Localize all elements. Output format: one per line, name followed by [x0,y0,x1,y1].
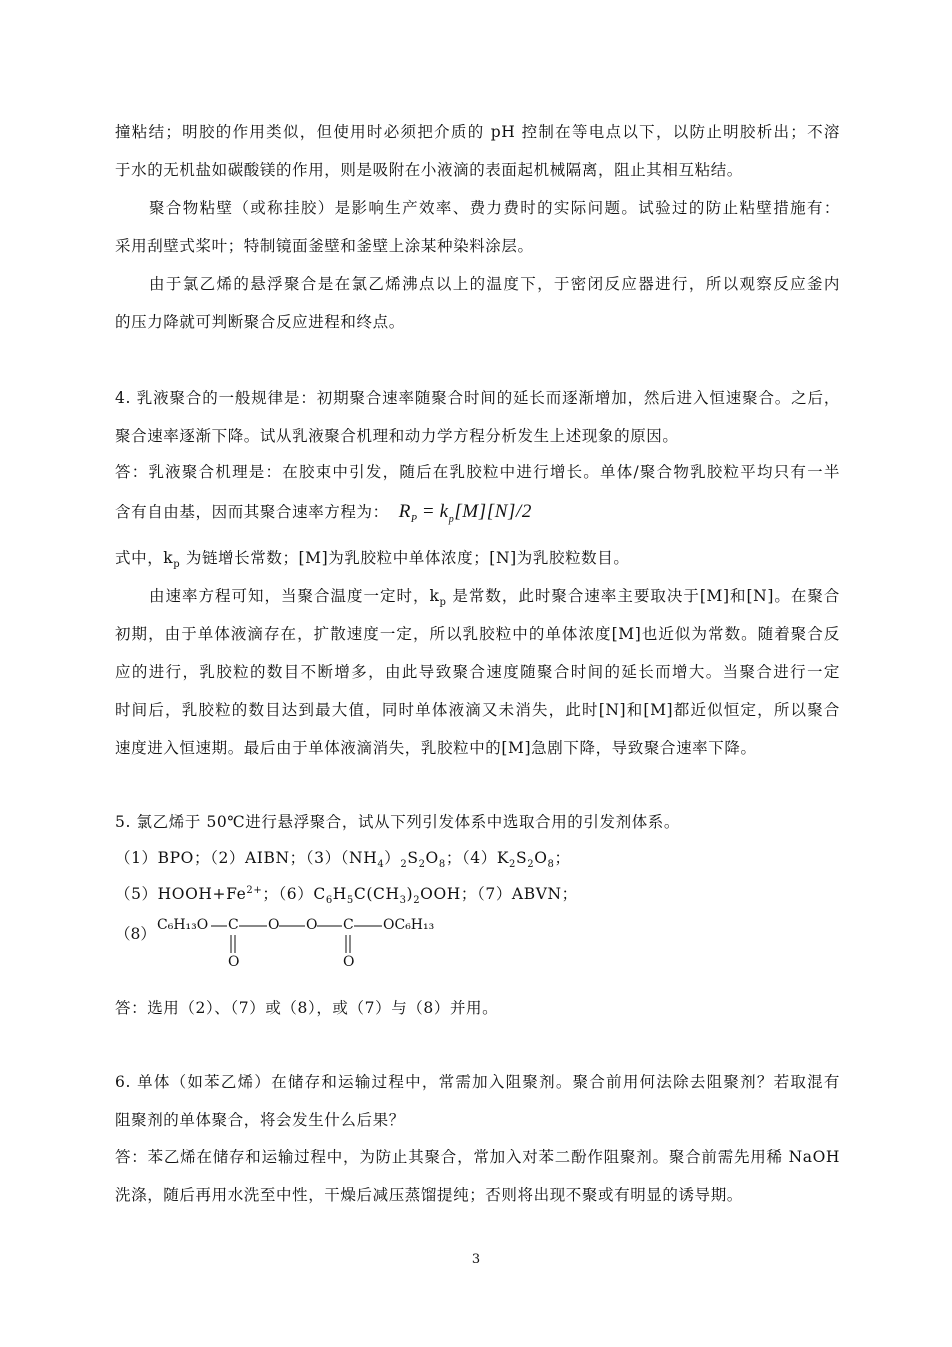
paragraph-line: 于水的无机盐如碳酸镁的作用，则是吸附在小液滴的表面起机械隔离，阻止其相互粘结。 [115,161,743,179]
peroxydicarbonate-structure [115,913,455,973]
paragraph-line: 的压力降就可判断聚合反应进程和终点。 [115,313,405,331]
paragraph-line: 聚合物粘壁（或称挂胶）是影响生产效率、费力费时的实际问题。试验过的防止粘壁措施有： [149,199,840,217]
answer-4-body-line: 初期，由于单体液滴存在，扩散速度一定，所以乳胶粒中的单体浓度[M]也近似为常数。随着聚合反 [115,625,840,643]
answer-6-line: 洗涤，随后再用水洗至中性，干燥后减压蒸馏提纯；否则将出现不聚或有明显的诱导期。 [115,1186,743,1204]
answer-6-line: 答：苯乙烯在储存和运输过程中，为防止其聚合，常加入对苯二酚作阻聚剂。聚合前需先用稀 NaOH [115,1148,840,1166]
chem-bonds [115,913,455,973]
paragraph-line: 撞粘结；明胶的作用类似，但使用时必须把介质的 pH 控制在等电点以下，以防止明胶析出；不溶 [115,123,840,141]
question-6-line: 6. 单体（如苯乙烯）在储存和运输过程中，常需加入阻聚剂。聚合前用何法除去阻聚剂？若取混有 [115,1073,840,1091]
question-4-line: 聚合速率逐渐下降。试从乳液聚合机理和动力学方程分析发生上述现象的原因。 [115,427,679,445]
question-5: 5. 氯乙烯于 50℃进行悬浮聚合，试从下列引发体系中选取合用的引发剂体系。 [115,813,681,831]
paragraph-line: 由于氯乙烯的悬浮聚合是在氯乙烯沸点以上的温度下，于密闭反应器进行，所以观察反应釜内 [149,275,840,293]
chem-carbonyl-c-1: C [228,917,239,933]
answer-5: 答：选用（2）、（7）或（8），或（7）与（8）并用。 [115,999,499,1017]
rate-equation: $R_P = k_p[M][N]/2$ [398,501,532,525]
chem-ether-o-2: O [306,917,318,933]
paragraph-line: 采用刮壁式桨叶；特制镜面釜壁和釜壁上涂某种染料涂层。 [115,237,534,255]
chem-ether-o-1: O [268,917,280,933]
option-line-2: $(5)HOOH+Fe^{2+}$；$(6)C_6H_5C(CH_3)_2OOH$；（7）ABVN； [115,884,578,907]
answer-4-body-line: 速度进入恒速期。最后由于单体液滴消失，乳胶粒中的[M]急剧下降，导致聚合速率下降。 [115,739,757,757]
page-number: 3 [471,1252,481,1267]
chem-left-group: C₆H₁₃O [157,917,209,933]
answer-4-body-line: 应的进行，乳胶粒的数目不断增多，由此导致聚合速度随聚合时间的延长而增大。当聚合进行一定 [115,663,840,681]
chem-right-group: OC₆H₁₃ [383,917,435,933]
option-line-1: （1）BPO；（2）AIBN；$(3)(NH_4)_2S_2O_8$；$(4)K_2S_2O_8$； [115,849,571,871]
question-4-line: 4. 乳液聚合的一般规律是：初期聚合速率随聚合时间的延长而逐渐增加，然后进入恒速聚合。之后， [115,389,840,407]
answer-4-definition: 式中，$k_p$ 为链增长常数；[M]为乳胶粒中单体浓度；[N]为乳胶粒数目。 [115,549,630,571]
answer-4-formula-line [115,501,840,525]
option-8-number: （8） [115,925,156,943]
chem-carbonyl-o-2: O [343,954,355,970]
answer-4-text: 含有自由基，因而其聚合速率方程为： [115,503,389,521]
question-6-line: 阻聚剂的单体聚合，将会发生什么后果？ [115,1111,405,1129]
chem-carbonyl-c-2: C [343,917,354,933]
answer-4-line: 答：乳液聚合机理是：在胶束中引发，随后在乳胶粒中进行增长。单体/聚合物乳胶粒平均只有一半 [115,463,840,481]
chem-carbonyl-o-1: O [228,954,240,970]
answer-4-body-line: 由速率方程可知，当聚合温度一定时，$k_p$ 是常数，此时聚合速率主要取决于[M]和[N]。在聚合 [149,587,840,609]
answer-4-body-line: 时间后，乳胶粒的数目达到最大值，同时单体液滴又未消失，此时[N]和[M]都近似恒定，所以聚合 [115,701,840,719]
